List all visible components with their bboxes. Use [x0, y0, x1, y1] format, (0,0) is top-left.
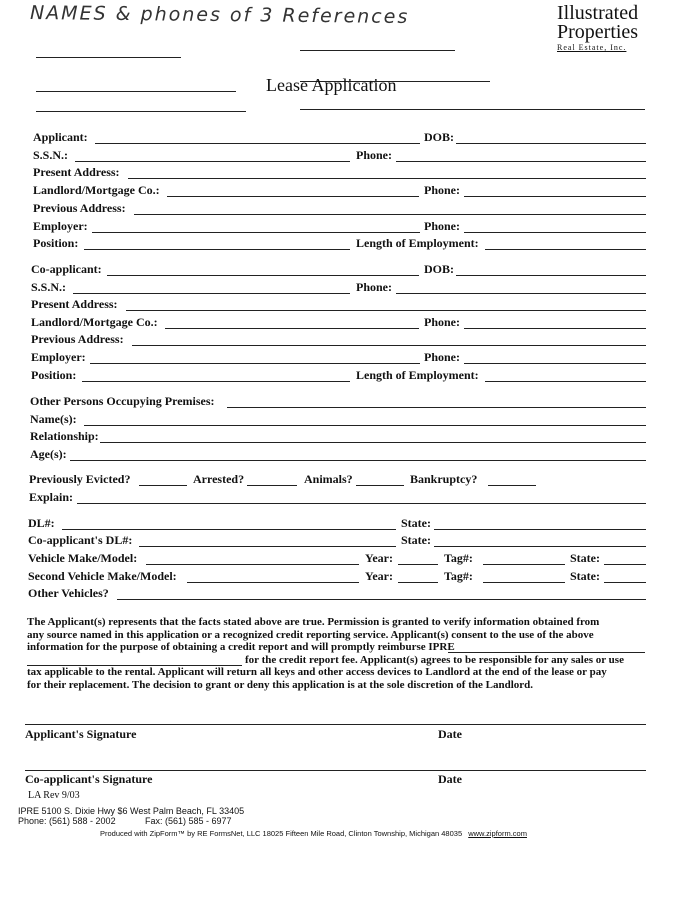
co-previous-address-label: Previous Address: [31, 332, 124, 346]
landlord-field[interactable] [167, 196, 419, 197]
coapplicant-signature-label: Co-applicant's Signature [25, 772, 153, 786]
phone-field[interactable] [396, 161, 646, 162]
names-label: Name(s): [30, 412, 77, 426]
bankruptcy-field[interactable] [488, 485, 536, 486]
ssn-field[interactable] [75, 161, 350, 162]
employer-field[interactable] [92, 232, 420, 233]
other-vehicles-field[interactable] [117, 599, 646, 600]
date2-label: Date [438, 772, 462, 786]
relationship-label: Relationship: [30, 429, 99, 443]
footer-phone: Phone: (561) 588 - 2002 [18, 816, 116, 826]
ages-field[interactable] [70, 460, 646, 461]
animals-label: Animals? [304, 472, 353, 486]
employer-phone-field[interactable] [464, 232, 646, 233]
dob-field[interactable] [456, 143, 646, 144]
dob-label: DOB: [424, 130, 454, 144]
terms-line-5: tax applicable to the rental. Applicant will return all keys and other access devices to Landlord at the end of the lease or pay [27, 666, 607, 679]
employer-label: Employer: [33, 219, 88, 233]
header-blank-line [300, 50, 455, 51]
co-landlord-field[interactable] [165, 328, 419, 329]
state2-label: State: [570, 569, 600, 583]
tag2-label: Tag#: [444, 569, 473, 583]
present-address-field[interactable] [128, 178, 646, 179]
coapplicant-signature-line[interactable] [25, 770, 646, 771]
evicted-field[interactable] [139, 485, 187, 486]
state2-field[interactable] [604, 582, 646, 583]
relationship-field[interactable] [100, 442, 646, 443]
animals-field[interactable] [356, 485, 404, 486]
phone-label: Phone: [356, 148, 392, 162]
co-ssn-label: S.S.N.: [31, 280, 67, 294]
revision-label: LA Rev 9/03 [28, 790, 80, 801]
bankruptcy-label: Bankruptcy? [410, 472, 478, 486]
co-dob-field[interactable] [456, 275, 646, 276]
company-name-line1: Illustrated [557, 2, 639, 24]
vehicle-field[interactable] [146, 564, 359, 565]
co-dl-state-field[interactable] [434, 546, 646, 547]
tag-label: Tag#: [444, 551, 473, 565]
applicant-signature-label: Applicant's Signature [25, 727, 137, 741]
co-phone-label: Phone: [356, 280, 392, 294]
footer-producer [100, 829, 527, 838]
dl-state-label: State: [401, 516, 431, 530]
terms-line-2: any source named in this application or a recognized credit reporting service. Applicant(s) consent to the use of the above [27, 628, 594, 641]
header-blank-line [300, 109, 645, 110]
co-dob-label: DOB: [424, 262, 454, 276]
year-field[interactable] [398, 564, 438, 565]
footer-fax: Fax: (561) 585 - 6977 [145, 816, 232, 826]
dl-field[interactable] [62, 529, 396, 530]
co-landlord-label: Landlord/Mortgage Co.: [31, 315, 158, 329]
co-ssn-field[interactable] [73, 293, 350, 294]
co-position-field[interactable] [82, 381, 350, 382]
co-employer-phone-field[interactable] [464, 363, 646, 364]
tag2-field[interactable] [483, 582, 565, 583]
header-blank-line [36, 111, 246, 112]
payee-field[interactable] [448, 652, 645, 653]
form-title: Lease Application [266, 75, 397, 95]
landlord-phone-label: Phone: [424, 183, 460, 197]
co-present-address-field[interactable] [126, 310, 646, 311]
other-vehicles-label: Other Vehicles? [28, 586, 109, 600]
co-dl-label: Co-applicant's DL#: [28, 533, 133, 547]
header-blank-line [36, 91, 236, 92]
arrested-label: Arrested? [193, 472, 245, 486]
landlord-phone-field[interactable] [464, 196, 646, 197]
vehicle-label: Vehicle Make/Model: [28, 551, 138, 565]
credit-report-payee: IPRE [428, 641, 455, 654]
co-landlord-phone-label: Phone: [424, 315, 460, 329]
previous-address-label: Previous Address: [33, 201, 126, 215]
co-employer-label: Employer: [31, 350, 86, 364]
co-employer-phone-label: Phone: [424, 350, 460, 364]
tag-field[interactable] [483, 564, 565, 565]
co-position-label: Position: [31, 368, 77, 382]
co-length-employment-label: Length of Employment: [356, 368, 479, 382]
previous-address-field[interactable] [134, 214, 646, 215]
state-field[interactable] [604, 564, 646, 565]
co-landlord-phone-field[interactable] [464, 328, 646, 329]
explain-field[interactable] [77, 503, 646, 504]
co-length-employment-field[interactable] [485, 381, 646, 382]
coapplicant-field[interactable] [107, 275, 419, 276]
year-label: Year: [365, 551, 393, 565]
state-label: State: [570, 551, 600, 565]
company-name-line2: Properties [557, 21, 639, 43]
ssn-label: S.S.N.: [33, 148, 69, 162]
applicant-field[interactable] [95, 143, 420, 144]
co-previous-address-field[interactable] [132, 345, 646, 346]
terms-line-4: for the credit report fee. Applicant(s) agrees to be responsible for any sales or use [245, 653, 624, 666]
position-field[interactable] [84, 249, 350, 250]
co-phone-field[interactable] [396, 293, 646, 294]
employer-phone-label: Phone: [424, 219, 460, 233]
other-persons-field[interactable] [227, 407, 646, 408]
terms-line-6: for their replacement. The decision to grant or deny this application is at the sole discretion of the Landlord. [27, 678, 533, 691]
applicant-label: Applicant: [33, 130, 88, 144]
second-vehicle-label: Second Vehicle Make/Model: [28, 569, 177, 583]
names-field[interactable] [84, 425, 646, 426]
present-address-label: Present Address: [33, 165, 120, 179]
credit-fee-field[interactable] [27, 665, 242, 666]
arrested-field[interactable] [247, 485, 297, 486]
co-dl-field[interactable] [139, 546, 396, 547]
ages-label: Age(s): [30, 447, 67, 461]
other-persons-label: Other Persons Occupying Premises: [30, 394, 215, 408]
landlord-label: Landlord/Mortgage Co.: [33, 183, 160, 197]
length-employment-field[interactable] [485, 249, 646, 250]
coapplicant-label: Co-applicant: [31, 262, 102, 276]
header-blank-line [36, 57, 181, 58]
dl-state-field[interactable] [434, 529, 646, 530]
co-present-address-label: Present Address: [31, 297, 118, 311]
year2-field[interactable] [398, 582, 438, 583]
terms-paragraph [27, 616, 647, 692]
terms-line-1: The Applicant(s) represents that the facts stated above are true. Permission is granted to verify information obtained from [27, 616, 600, 628]
date1-label: Date [438, 727, 462, 741]
terms-line-3-text: information for the purpose of obtaining a credit report and will promptly reimburse [27, 641, 426, 654]
explain-label: Explain: [29, 490, 74, 504]
co-employer-field[interactable] [90, 363, 420, 364]
evicted-label: Previously Evicted? [29, 472, 131, 486]
year2-label: Year: [365, 569, 393, 583]
company-name-line3: Real Estate, Inc. [557, 43, 627, 52]
length-employment-label: Length of Employment: [356, 236, 479, 250]
position-label: Position: [33, 236, 79, 250]
footer-producer-text: Produced with ZipForm™ by RE FormsNet, LLC 18025 Fifteen Mile Road, Clinton Township, Michigan 48035 [100, 829, 463, 838]
co-dl-state-label: State: [401, 533, 431, 547]
applicant-signature-line[interactable] [25, 724, 646, 725]
handwritten-note: NAMES & phones of 3 References [29, 2, 410, 28]
footer-address: IPRE 5100 S. Dixie Hwy $6 West Palm Beach, FL 33405 [18, 806, 245, 816]
second-vehicle-field[interactable] [187, 582, 359, 583]
footer-url[interactable]: www.zipform.com [468, 829, 527, 838]
dl-label: DL#: [28, 516, 55, 530]
